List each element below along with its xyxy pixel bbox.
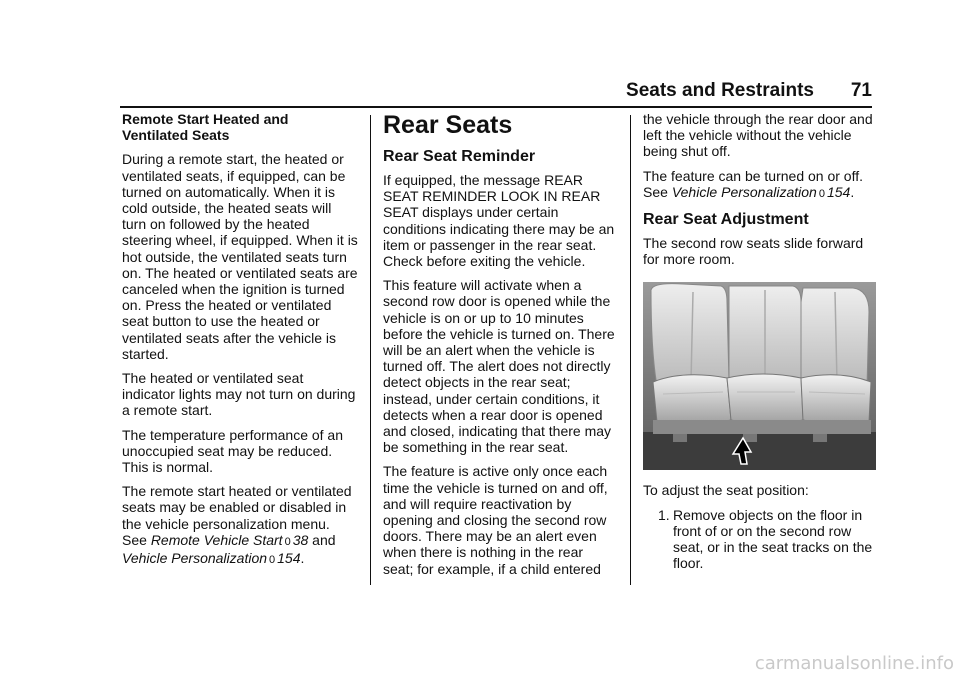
column-left	[122, 111, 358, 576]
column-divider	[370, 115, 371, 585]
paragraph: The temperature performance of an unoccupied seat may be reduced. This is normal.	[122, 426, 344, 476]
section-heading: Rear Seats	[383, 111, 513, 139]
subsection-heading: Rear Seat Adjustment	[643, 211, 809, 229]
column-right	[643, 111, 881, 571]
cross-reference-link[interactable]: Vehicle Personalization	[671, 183, 817, 200]
page-header	[120, 80, 872, 106]
paragraph: The remote start heated or ventilated seats may be enabled or disabled in the vehicle personalization menu. See Remote Vehicle Start 0 38 and Vehicle Personalization 0 154.	[122, 483, 352, 567]
paragraph: To adjust the seat position:	[643, 482, 809, 499]
remote-start-heading: Remote Start Heated and Ventilated Seats	[122, 111, 289, 144]
steps-list	[643, 507, 881, 572]
column-divider	[630, 115, 631, 585]
paragraph: The heated or ventilated seat indicator lights may not turn on during a remote start.	[122, 370, 356, 419]
page-ref[interactable]: 154	[277, 550, 301, 567]
watermark: carmanualsonline.info	[754, 653, 954, 674]
paragraph: During a remote start, the heated or ventilated seats, if equipped, can be turned on automatically. When it is cold outside, the heated seats will turn on followed by the heated steering wheel, if equipped. When it is hot outside, the ventilated seats turn on. The heated or ventilated seats are canceled when the ignition is turned on. Press the heated or ventilated seat button to use the heated or ventilated seats after the vehicle is started.	[122, 151, 358, 362]
header-rule	[120, 106, 872, 108]
paragraph: The second row seats slide forward for more room.	[643, 235, 864, 268]
paragraph: The feature can be turned on or off. See Vehicle Personalization 0 154.	[643, 167, 864, 200]
paragraph: the vehicle through the rear door and left the vehicle without the vehicle being shut off.	[643, 111, 873, 160]
page-ref[interactable]: 154	[826, 183, 851, 200]
page-number: 71	[850, 80, 872, 101]
rear-seat-illustration	[643, 282, 876, 470]
paragraph: If equipped, the message REAR SEAT REMINDER LOOK IN REAR SEAT displays under certain conditions indicating there may be an item or passenger in the rear seat. Check before exiting the vehicle.	[383, 172, 615, 270]
section-title: Seats and Restraints	[626, 80, 814, 101]
page-ref[interactable]: 38	[292, 531, 309, 548]
list-item: 1. Remove objects on the floor in front of or on the second row seat, or in the seat tracks on the floor.	[658, 506, 873, 572]
paragraph: The feature is active only once each time the vehicle is turned on and off, and will require reactivation by opening and closing the second row doors. There may be an alert even when there is nothing in the rear seat; for example, if a child entered	[383, 463, 608, 577]
cross-reference-link[interactable]: Remote Vehicle Start	[150, 531, 283, 548]
page-ref-icon: 0	[269, 554, 276, 567]
page-ref-icon: 0	[818, 187, 825, 200]
page-ref-icon: 0	[284, 535, 291, 548]
subsection-heading: Rear Seat Reminder	[383, 148, 536, 165]
paragraph: This feature will activate when a second row door is opened while the vehicle is on or up to 10 minutes before the vehicle is turned on. There will be an alert when the vehicle is turned off. The alert does not directly detect objects in the rear seat; instead, under certain conditions, it detects when a rear door is opened and closed, indicating that there may be something in the rear seat.	[383, 277, 615, 456]
column-middle	[383, 111, 617, 585]
cross-reference-link[interactable]: Vehicle Personalization	[122, 550, 268, 567]
